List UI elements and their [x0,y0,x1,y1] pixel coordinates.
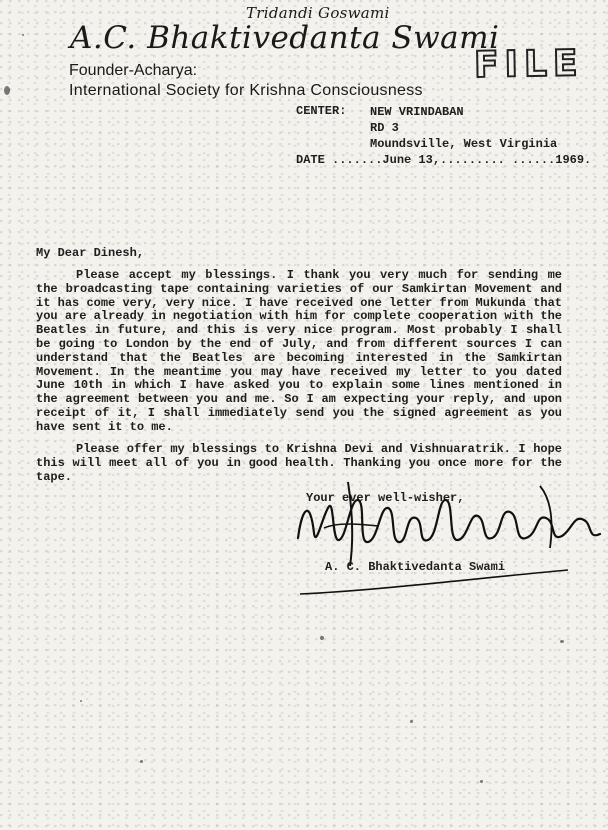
speck [320,636,324,640]
center-address [370,104,557,152]
center-line: RD 3 [370,121,399,135]
date-label: DATE [296,153,325,167]
file-stamp: FILE [473,43,584,86]
center-line: Moundsville, West Virginia [370,137,558,151]
speck [480,780,483,783]
speck [80,700,82,702]
speck [560,640,564,643]
founder-role: Founder-Acharya: [69,62,198,79]
center-line: NEW VRINDABAN [370,105,464,119]
date-year: 1969. [555,153,592,167]
signature-underline [300,568,570,598]
speck [22,34,24,36]
salutation: My Dear Dinesh, [36,246,145,260]
letter-paragraph-1: Please accept my blessings. I thank you very much for sending me the broadcasting tape containing varieties of our Samkirtan Movement and it has come very, very nice. I have received one letter from Mukunda that you are already in negotiation with him for complete cooperation with the Beatles in future, and this is very nice program. Most probably I shall be going to London by the end of July, and from different sources I can understand that the Beatles are becoming interested in the Samkirtan Movement. In the meantime you may have received my letter to you dated June 10th in which I have asked you to explain some lines mentioned in the agreement between you and me. So I am expecting your reply, and upon receipt of it, I shall immediately send you the signed agreement as you have sent it to me. [36,268,562,434]
speck [410,720,413,723]
signed-name: A. C. Bhaktivedanta Swami [325,560,506,574]
closing: Your ever well-wisher, [306,491,465,505]
date-month-day: June 13, [382,153,441,167]
date-row: DATE .......June 13,......... ......1969. [296,153,592,167]
organization-name: International Society for Krishna Consciousness [69,82,423,99]
letterhead-name: A.C. Bhaktivedanta Swami [70,20,500,56]
center-label: CENTER: [296,104,347,118]
speck [4,86,10,95]
title-prefix: Tridandi Goswami [246,4,390,22]
handwritten-signature [288,478,608,568]
speck [140,760,143,763]
letter-paragraph-2: Please offer my blessings to Krishna Devi and Vishnuaratrik. I hope this will meet all of you in good health. Thanking you once more for the tape. [36,442,562,484]
